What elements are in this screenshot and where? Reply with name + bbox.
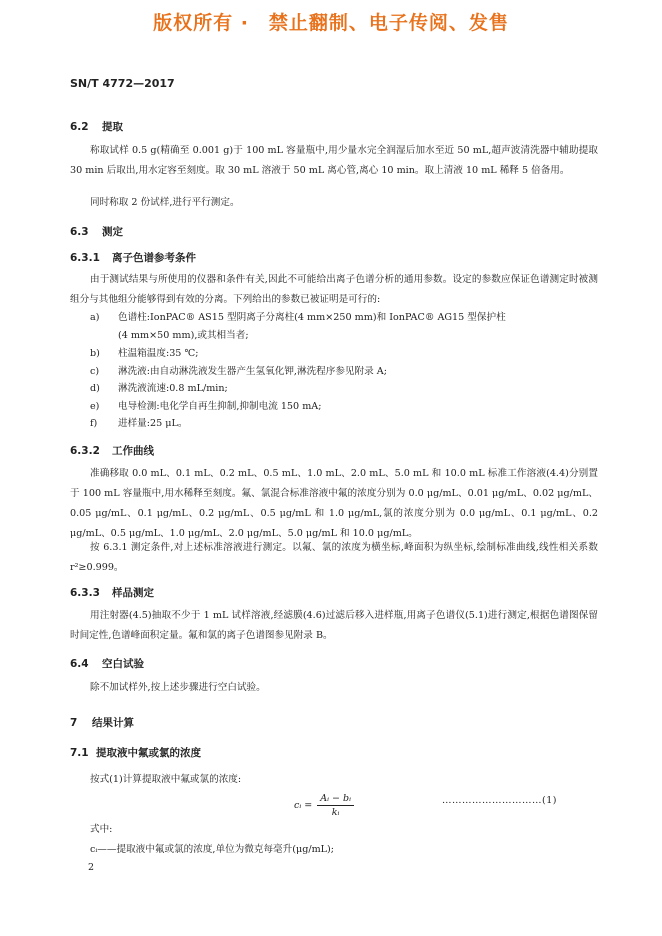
paragraph-7-1-intro: 按式(1)计算提取液中氟或氯的浓度: <box>90 774 242 785</box>
list-text: 柱温箱温度:35 ℃; <box>118 348 199 359</box>
formula-denominator: kᵢ <box>331 807 340 818</box>
heading-6-3-3 <box>70 585 154 600</box>
heading-title: 工作曲线 <box>112 445 154 457</box>
paragraph-6-3-2-curve: 按 6.3.1 测定条件,对上述标准溶液进行测定。以氟、氯的浓度为横坐标,峰面积为纵坐标,绘制标准曲线,线性相关系数 r²≥0.999。 <box>70 542 598 573</box>
paragraph-6-3-1-intro: 由于测试结果与所使用的仪器和条件有关,因此不可能给出离子色谱分析的通用参数。设定的参数应保证色谱测定时被测组分与其他组分能够得到有效的分离。下列给出的参数已被证明是可行的: <box>70 274 598 305</box>
list-text: 淋洗液:由自动淋洗液发生器产生氢氧化钾,淋洗程序参见附录 A; <box>118 366 387 377</box>
heading-title: 提取 <box>102 121 123 133</box>
heading-6-3-1 <box>70 250 196 265</box>
list-item <box>90 308 598 328</box>
paragraph-6-3-3-sample: 用注射器(4.5)抽取不少于 1 mL 试样溶液,经滤膜(4.6)过滤后移入进样瓶,用离子色谱仪(5.1)进行测定,根据色谱图保留时间定性,色谱峰面积定量。氟和氯的离子色谱图参见附录 B。 <box>70 610 598 641</box>
formula-1 <box>294 793 354 818</box>
heading-6-3-2 <box>70 443 154 458</box>
list-text: 色谱柱:IonPAC® AS15 型阴离子分离柱(4 mm×250 mm)和 IonPAC® AG15 型保护柱 <box>118 312 506 323</box>
paragraph-6-2-parallel: 同时称取 2 份试样,进行平行测定。 <box>90 197 240 208</box>
list-item-continuation: (4 mm×50 mm),或其相当者; <box>118 330 249 341</box>
standard-id: SN/T 4772—2017 <box>70 77 175 90</box>
heading-title: 离子色谱参考条件 <box>112 252 196 264</box>
heading-6-3 <box>70 224 123 239</box>
heading-6-2 <box>70 119 123 134</box>
watermark: 版权所有 · 禁止翻制、电子传阅、发售 <box>153 12 509 34</box>
heading-number: 6.3.1 <box>70 252 100 264</box>
list-marker: b) <box>90 348 100 359</box>
definition-c: cᵢ——提取液中氟或氯的浓度,单位为微克每毫升(μg/mL); <box>90 844 335 855</box>
page-number: 2 <box>88 862 95 873</box>
where-label: 式中: <box>90 824 113 835</box>
equation-number: …………………………(1) <box>442 795 557 806</box>
formula-lhs: cᵢ = <box>294 800 313 811</box>
heading-number: 6.3.2 <box>70 445 100 457</box>
heading-number: 6.2 <box>70 121 89 133</box>
list-text: 淋洗液流速:0.8 mL/min; <box>118 383 228 394</box>
formula-numerator: Aᵢ − bᵢ <box>317 793 354 806</box>
paragraph-6-3-2-standards: 准确移取 0.0 mL、0.1 mL、0.2 mL、0.5 mL、1.0 mL、2.0 mL、5.0 mL 和 10.0 mL 标准工作溶液(4.4)分别置于 100 mL 容量瓶中,用水稀释至刻度。氟、氯混合标准溶液中氟的浓度分别为 0.0 μg/mL、0.01 μg/mL、0.02 μg/mL、0.05 μg/mL、0.1 μg/mL、0.2 μg/mL、0.5 μg/mL 和 1.0 μg/mL,氯的浓度分别为 0.0 μg/mL、0.1 μg/mL、0.2 μg/mL、0.5 μg/mL、1.0 μg/mL、2.0 μg/mL、5.0 μg/mL 和 10.0 μg/mL。 <box>70 468 598 539</box>
list-text: 电导检测:电化学自再生抑制,抑制电流 150 mA; <box>118 401 322 412</box>
list-item <box>90 379 598 399</box>
list-marker: c) <box>90 366 100 377</box>
list-marker: d) <box>90 383 100 394</box>
paragraph-6-4-blank: 除不加试样外,按上述步骤进行空白试验。 <box>90 682 266 693</box>
heading-number: 7 <box>70 717 78 729</box>
heading-number: 6.3 <box>70 226 89 238</box>
heading-number: 6.3.3 <box>70 587 100 599</box>
list-marker: f) <box>90 418 98 429</box>
heading-title: 空白试验 <box>102 658 144 670</box>
heading-number: 7.1 <box>70 747 89 759</box>
heading-7-1 <box>70 745 201 760</box>
heading-title: 测定 <box>102 226 123 238</box>
list-item <box>90 414 598 434</box>
heading-number: 6.4 <box>70 658 89 670</box>
paragraph-6-2-extraction: 称取试样 0.5 g(精确至 0.001 g)于 100 mL 容量瓶中,用少量水完全润湿后加水至近 50 mL,超声波清洗器中辅助提取 30 min 后取出,用水定容至刻度。取 30 mL 溶液于 50 mL 离心管,离心 10 min。取上清液 10 mL 稀释 5 倍备用。 <box>70 145 598 176</box>
heading-title: 提取液中氟或氯的浓度 <box>96 747 201 759</box>
list-text: 进样量:25 μL。 <box>118 418 188 429</box>
heading-title: 结果计算 <box>92 717 134 729</box>
heading-7 <box>70 715 134 730</box>
heading-6-4 <box>70 656 144 671</box>
list-marker: a) <box>90 312 100 323</box>
list-marker: e) <box>90 401 100 412</box>
formula-fraction <box>317 793 354 818</box>
heading-title: 样品测定 <box>112 587 154 599</box>
list-item <box>90 344 598 364</box>
